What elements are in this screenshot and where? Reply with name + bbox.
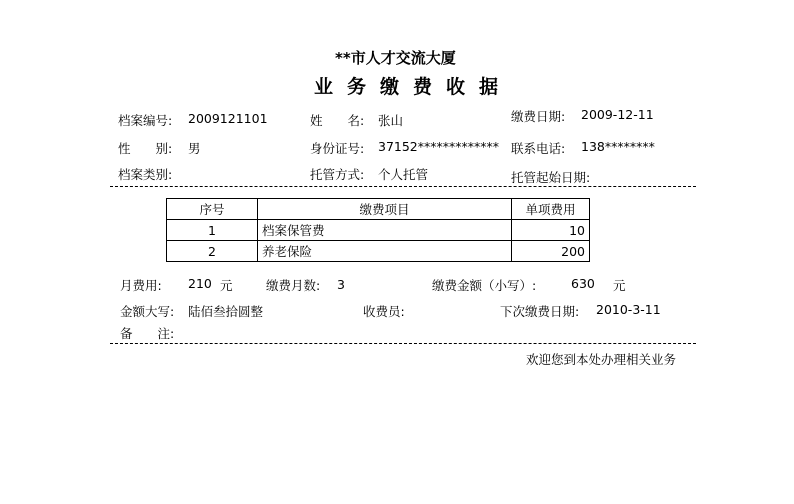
pay-date-value: 2009-12-11 [581,107,654,122]
name-value: 张山 [378,113,404,128]
custody-start-label: 托管起始日期: [511,170,591,185]
id-label: 身份证号: [310,141,365,156]
gender-label: 性 别: [118,141,173,156]
table-row [167,220,590,241]
custody-value: 个人托管 [378,167,429,182]
row-item: 档案保管费 [258,220,512,241]
monthly-value: 210 [188,276,212,291]
gender-value: 男 [188,141,201,156]
receipt-title: 业务缴费收据 [314,76,513,98]
row-fee: 10 [512,220,590,241]
archive-no-value: 2009121101 [188,111,268,126]
months-label: 缴费月数: [266,278,321,293]
next-date-label: 下次缴费日期: [500,304,580,319]
table-header-row [167,199,590,220]
total-label: 缴费金额（小写）: [432,278,537,293]
org-name: **市人才交流大厦 [335,49,456,67]
divider-bottom [110,343,696,344]
name-label: 姓 名: [310,113,365,128]
row-no: 2 [167,241,258,262]
divider-top [110,186,696,187]
row-item: 养老保险 [258,241,512,262]
monthly-label: 月费用: [120,278,162,293]
custody-label: 托管方式: [310,167,365,182]
archive-no-label: 档案编号: [118,113,173,128]
upper-amount-label: 金额大写: [120,304,175,319]
monthly-unit: 元 [220,278,233,293]
fee-table [166,198,590,262]
total-unit: 元 [613,278,626,293]
phone-label: 联系电话: [511,141,566,156]
next-date-value: 2010-3-11 [596,302,661,317]
row-no: 1 [167,220,258,241]
note-label: 备 注: [120,326,175,341]
cashier-label: 收费员: [363,304,405,319]
col-header-fee: 单项费用 [512,199,590,220]
id-value: 37152************* [378,139,500,154]
pay-date-label: 缴费日期: [511,109,566,124]
archive-type-label: 档案类别: [118,167,173,182]
table-row [167,241,590,262]
col-header-item: 缴费项目 [258,199,512,220]
col-header-no: 序号 [167,199,258,220]
total-value: 630 [571,276,595,291]
footer-message: 欢迎您到本处办理相关业务 [526,352,677,367]
row-fee: 200 [512,241,590,262]
upper-amount-value: 陆佰叁拾圆整 [188,304,264,319]
phone-value: 138******** [581,139,655,154]
months-value: 3 [337,277,345,292]
